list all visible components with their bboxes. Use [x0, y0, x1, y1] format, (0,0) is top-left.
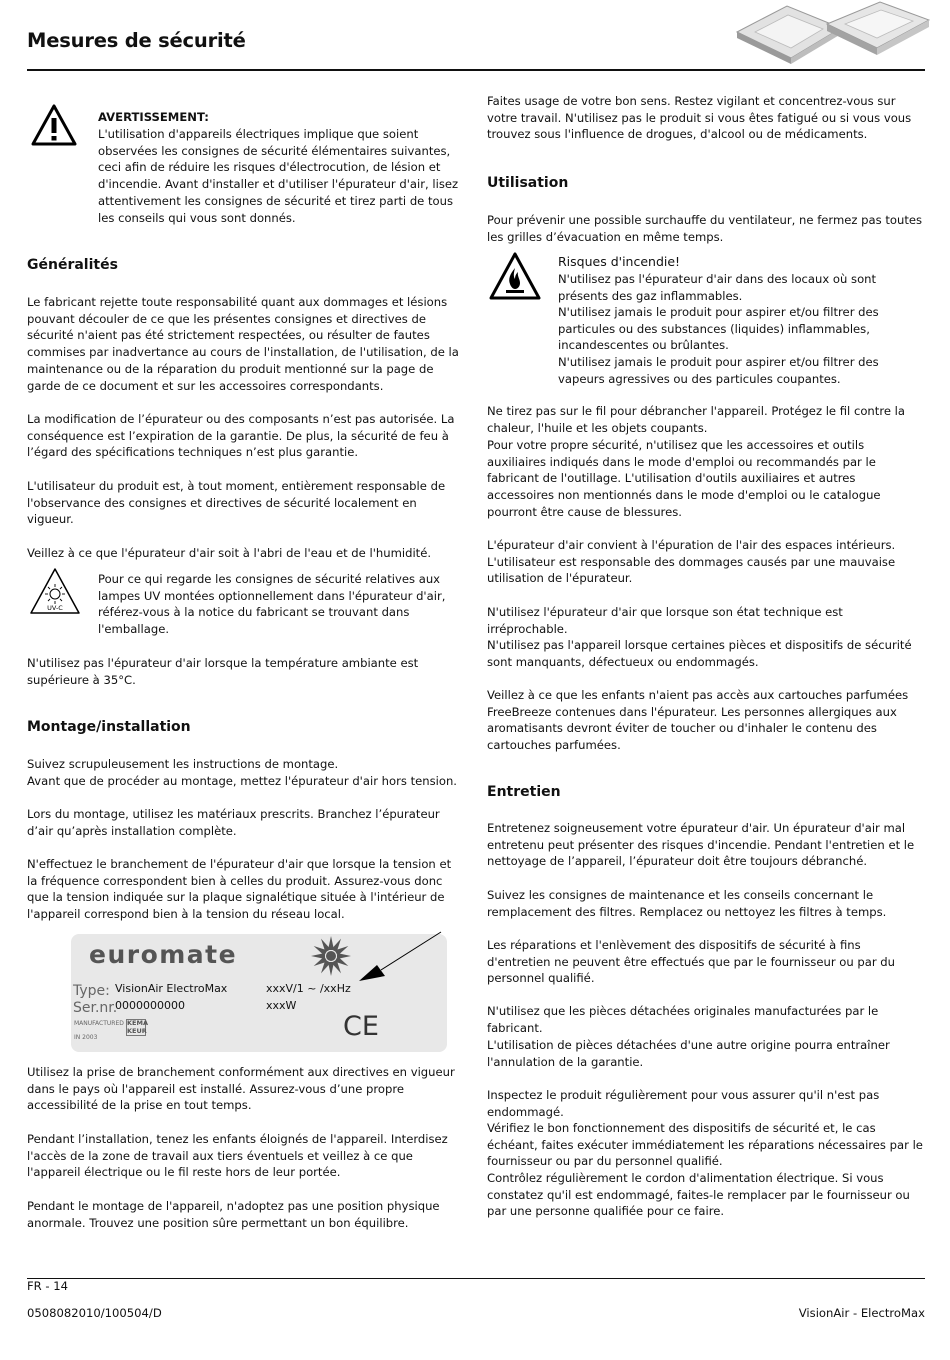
plate-voltage: xxxV/1 ~ /xxHz [266, 982, 351, 995]
paragraph: Veillez à ce que les enfants n'aient pas accès aux cartouches parfumées FreeBreeze contenues dans l'épurateur. Les personnes allergiques aux aromatisants devront éviter de toucher ou d'inhaler le contenu des cartouches parfumées. [487, 688, 909, 753]
paragraph: Pour votre propre sécurité, n'utilisez que les accessoires et outils auxiliaires indiqués dans le mode d'emploi ou recommandés par le fabricant de l'outillage. L'utilisation d'outils auxiliaires et autres accessoires non mentionnés dans le mode d'emploi ou le catalogue pourront être cause de blessures. [487, 438, 881, 519]
paragraph: Vérifiez le bon fonctionnement des dispositifs de sécurité et, le cas échéant, faites exécuter immédiatement les réparations nécessaires par le fournisseur ou par du personnel qualifié. [487, 1121, 923, 1169]
ce-mark: CE [343, 1011, 379, 1042]
plate-type-value: VisionAir ElectroMax [115, 982, 228, 995]
plate-ser-label: Ser.nr. [73, 1000, 118, 1016]
paragraph: N'utilisez l'épurateur d'air que lorsque son état technique est irréprochable. [487, 605, 843, 636]
paragraph: Utilisez la prise de branchement conformément aux directives en vigueur dans le pays où l'appareil est installé. Assurez-vous d’une propre accessibilité de la prise en tout temps. [27, 1065, 455, 1113]
paragraph: Contrôlez régulièrement le cordon d'alimentation électrique. Si vous constatez qu'il est endommagé, faites-le remplacer par le fournisseur ou par une personne qualifiée pour ce faire. [487, 1171, 910, 1219]
product-image [735, 0, 930, 68]
footer-page-number: FR - 14 [27, 1279, 69, 1293]
paragraph: Pour prévenir une possible surchauffe du ventilateur, ne fermez pas toutes les grilles d’évacuation en même temps. [487, 213, 923, 244]
plate-pointer-arrow [347, 930, 447, 982]
page-title: Mesures de sécurité [27, 29, 246, 52]
paragraph: Ne tirez pas sur le fil pour débrancher l'appareil. Protégez le fil contre la chaleur, l'huile et les objets coupants. [487, 404, 905, 435]
warning-text: L'utilisation d'appareils électriques implique que soient observées les consignes de sécurité élémentaires suivantes, ceci afin de réduire les risques d'électrocution, de lésion et d'incendie. Avant d'installer et d'utiliser l'épurateur d'air, lisez attentivement les consignes de sécurité et tirez parti de tous les conseils qui vous sont donnés. [98, 127, 459, 225]
fire-title: Risques d'incendie! [558, 254, 681, 269]
paragraph: Suivez les consignes de maintenance et les conseils concernant le remplacement des filtres. Remplacez ou nettoyez les filtres à temps. [487, 888, 887, 919]
fire-line: N'utilisez jamais le produit pour aspirer et/ou filtrer des particules ou des substances (liquides) inflammables, incandescentes ou brûlantes. [558, 305, 879, 353]
plate-year: IN 2003 [74, 1034, 98, 1041]
paragraph: N'utilisez pas l'épurateur d'air lorsque la température ambiante est supérieure à 35°C. [27, 656, 419, 687]
footer-rule [27, 1278, 925, 1279]
footer-product-name: VisionAir - ElectroMax [798, 1306, 925, 1320]
paragraph: Le fabricant rejette toute responsabilité quant aux dommages et lésions pouvant découler de ce que les présentes consignes et directives de sécurité n'aient pas été strictement respectées, ou résulter de fautes commises par inadvertance au cours de l'installation, de l'utilisation, de la maintenance ou de la réparation du produit mentionné sur la page de garde de ce document et sur les accessoires correspondants. [27, 295, 459, 393]
kema-keur-logo: KEMA KEUR [127, 1019, 148, 1035]
paragraph: Pendant l’installation, tenez les enfants éloignés de l'appareil. Interdisez l'accès de la zone de travail aux tiers éventuels et veillez à ce que l'appareil électrique ou le fil reste hors de leur portée. [27, 1132, 448, 1180]
heading-utilisation: Utilisation [487, 175, 569, 191]
paragraph: L'utilisateur du produit est, à tout moment, entièrement responsable de l'observance des consignes et directives de sécurité localement en vigueur. [27, 479, 446, 527]
header-rule [27, 69, 925, 71]
fire-hazard-icon [489, 252, 541, 300]
paragraph: L'épurateur d'air convient à l'épuration de l'air des espaces intérieurs. L'utilisateur est responsable des dommages causés par une mauvaise utilisation de l'épurateur. [487, 538, 896, 586]
paragraph: Inspectez le produit régulièrement pour vous assurer qu'il n'est pas endommagé. [487, 1088, 880, 1119]
paragraph: Suivez scrupuleusement les instructions de montage. [27, 757, 339, 771]
paragraph: Lors du montage, utilisez les matériaux prescrits. Branchez l’épurateur d’air qu’après installation complète. [27, 807, 440, 838]
paragraph: Veillez à ce que l'épurateur d'air soit à l'abri de l'eau et de l'humidité. [27, 546, 432, 560]
paragraph: N'utilisez pas l'appareil lorsque certaines pièces et dispositifs de sécurité sont manquants, défectueux ou endommagés. [487, 638, 912, 669]
fire-line: N'utilisez jamais le produit pour aspirer et/ou filtrer des vapeurs agressives ou des particules coupantes. [558, 355, 879, 386]
paragraph: Les réparations et l'enlèvement des dispositifs de sécurité à fins d'entretien ne peuvent être effectués que par le fournisseur ou par du personnel qualifié. [487, 938, 896, 986]
paragraph: N'effectuez le branchement de l'épurateur d'air que lorsque la tension et la fréquence correspondent bien à celles du produit. Assurez-vous donc que la tension indiquée sur la plaque signalétique située à l'intérieur de l'appareil correspond bien à la tension du réseau local. [27, 857, 452, 922]
paragraph: Faites usage de votre bon sens. Restez vigilant et concentrez-vous sur votre travail. N'utilisez pas le produit si vous êtes fatigué ou si vous vous trouvez sous l'influence de drogues, d'alcool ou de médicaments. [487, 94, 912, 142]
uv-icon-label: UV-C [47, 604, 63, 612]
plate-ser-value: 0000000000 [115, 999, 185, 1012]
plate-manufactured: MANUFACTURED [74, 1020, 124, 1027]
footer-doc-number: 0508082010/100504/D [27, 1306, 162, 1320]
heading-generalites: Généralités [27, 257, 118, 273]
paragraph: Avant que de procéder au montage, mettez l'épurateur d'air hors tension. [27, 774, 457, 788]
heading-entretien: Entretien [487, 784, 561, 800]
paragraph: N'utilisez que les pièces détachées originales manufacturées par le fabricant. [487, 1004, 879, 1035]
paragraph: L'utilisation de pièces détachées d'une autre origine pourra entraîner l'annulation de la garantie. [487, 1038, 890, 1069]
plate-brand: euromate [89, 940, 238, 969]
plate-power: xxxW [266, 999, 297, 1012]
heading-montage: Montage/installation [27, 719, 191, 735]
uv-warning-icon [29, 567, 81, 615]
warning-title: AVERTISSEMENT: [98, 110, 209, 124]
paragraph: La modification de l’épurateur ou des composants n’est pas autorisée. La conséquence est l’expiration de la garantie. De plus, la sécurité de feu à l’égard des spécifications techniques n’est plus garantie. [27, 412, 455, 460]
paragraph: Entretenez soigneusement votre épurateur d'air. Un épurateur d'air mal entretenu peut présenter des risques d'incendie. Pendant l'entretien et le nettoyage de l’appareil, l’épurateur doit être toujours débranché. [487, 821, 915, 869]
uv-text: Pour ce qui regarde les consignes de sécurité relatives aux lampes UV montées optionnellement dans l'épurateur d'air, référez-vous à la notice du fabricant se trouvant dans l'emballage. [98, 572, 446, 637]
plate-type-label: Type: [73, 983, 110, 999]
paragraph: Pendant le montage de l'appareil, n'adoptez pas une position physique anormale. Trouvez une position sûre permettant un bon équilibre. [27, 1199, 440, 1230]
warning-triangle-icon [31, 104, 77, 146]
fire-line: N'utilisez pas l'épurateur d'air dans des locaux où sont présents des gaz inflammables. [558, 272, 877, 303]
